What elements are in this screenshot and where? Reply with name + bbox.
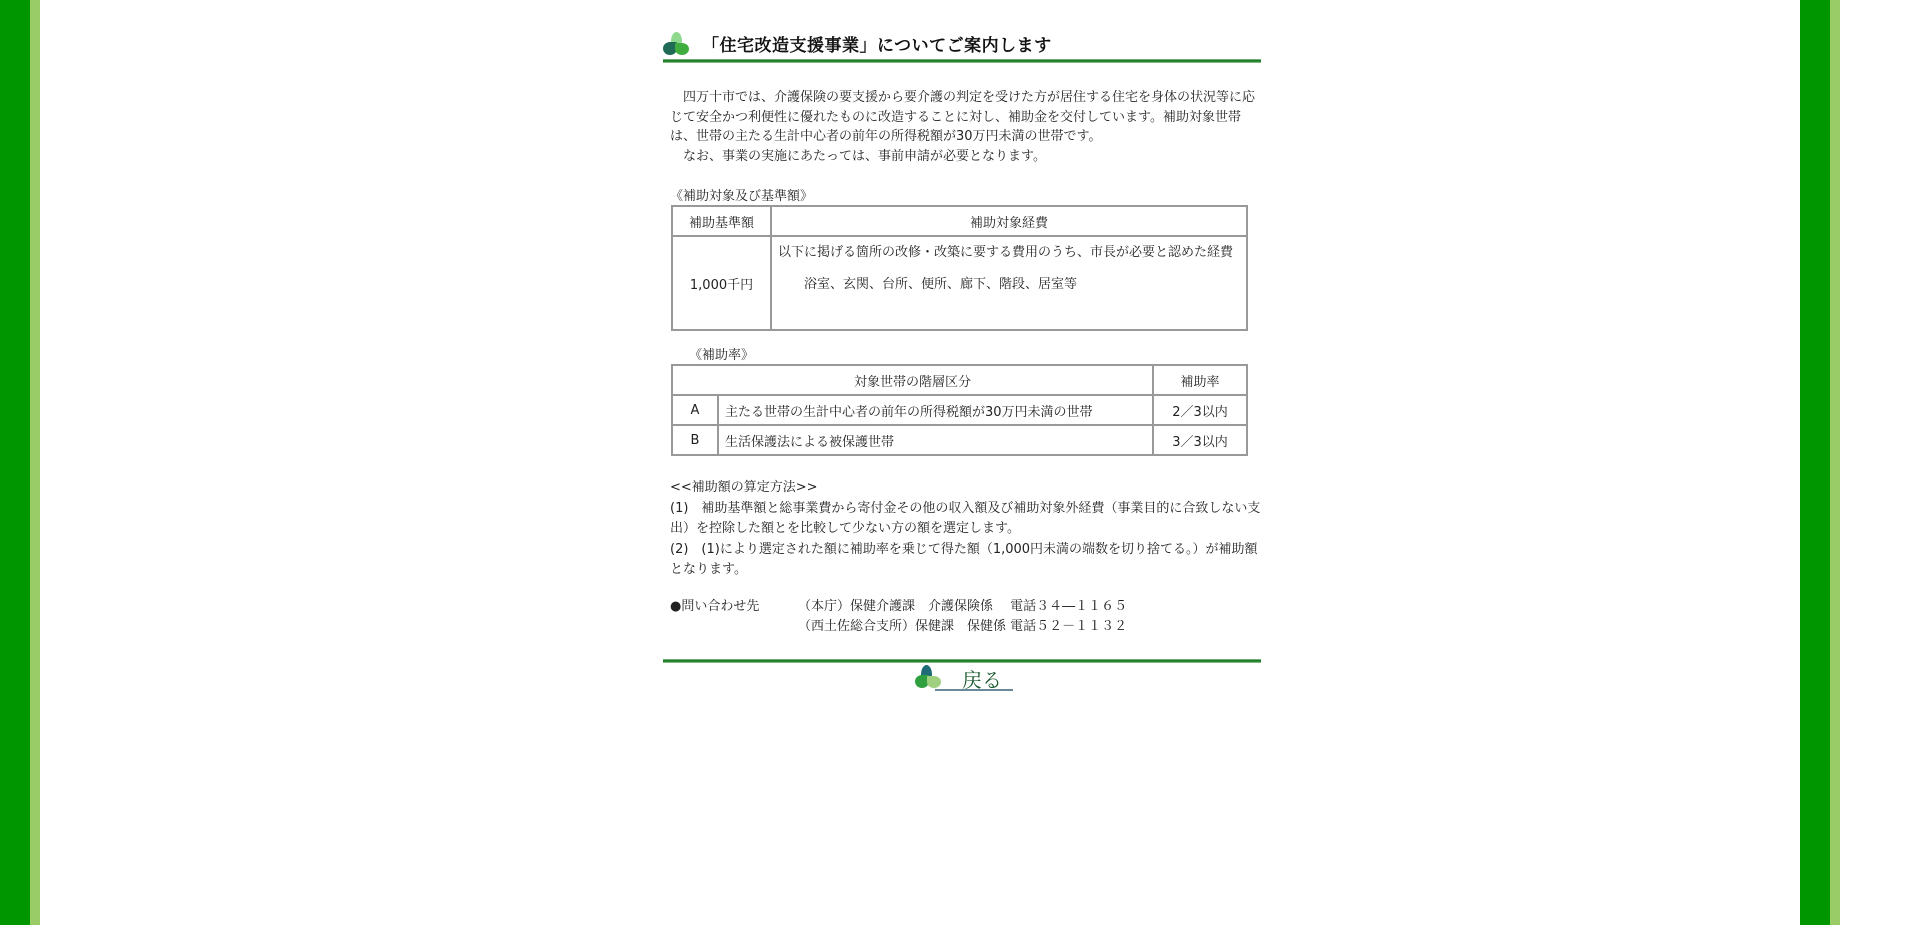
- contact-label: ●問い合わせ先: [670, 599, 760, 614]
- left-border-dark: [0, 0, 30, 925]
- header-expenses: 補助対象経費: [771, 206, 1247, 236]
- header-divider: [663, 59, 1261, 63]
- table-header-row: [672, 365, 1247, 395]
- contact-main-office: （本庁）保健介護課 介護保険係 電話３４―１１６５: [798, 599, 1128, 614]
- row-description: 主たる世帯の生計中心者の前年の所得税額が30万円未満の世帯: [718, 395, 1153, 425]
- contact-row: [670, 597, 1127, 617]
- standard-section-label: 《補助対象及び基準額》: [670, 189, 814, 204]
- amount-cell: 1,000千円: [672, 236, 771, 330]
- page-title: 「住宅改造支援事業」についてご案内します: [702, 36, 1052, 56]
- row-rate: 3／3以内: [1153, 425, 1247, 455]
- footer-divider: [663, 659, 1261, 663]
- right-border-dark: [1800, 0, 1830, 925]
- contact-branch-office: （西土佐総合支所）保健課 保健係 電話５２－１１３２: [798, 619, 1128, 634]
- expenses-description: 以下に掲げる箇所の改修・改築に要する費用のうち、市長が必要と認めた経費: [778, 245, 1234, 260]
- table-row: [672, 395, 1247, 425]
- row-rate: 2／3以内: [1153, 395, 1247, 425]
- contact-row: [670, 617, 1127, 637]
- rate-section-label: 《補助率》: [689, 348, 755, 363]
- intro-paragraph-1: 四万十市では、介護保険の要支援から要介護の判定を受けた方が居住する住宅を身体の状況等に応じて安全かつ利便性に優れたものに改造することに対し、補助金を交付しています。補助対象世帯は、世帯の主たる生計中心者の前年の所得税額が30万円未満の世帯です。: [670, 90, 1256, 144]
- row-class: B: [672, 425, 718, 455]
- calculation-step-1: (1) 補助基準額と総事業費から寄付金その他の収入額及び補助対象外経費（事業目的に合致しない支出）を控除した額とを比較して少ない方の額を選定します。: [670, 500, 1261, 536]
- header-rate: 補助率: [1153, 365, 1247, 395]
- contact-info: [670, 597, 1127, 637]
- leaf-logo-icon: [663, 32, 689, 58]
- standard-amount-table: [671, 205, 1248, 331]
- page-header: [660, 30, 1265, 58]
- subsidy-rate-table: [671, 364, 1248, 456]
- intro-text: [670, 88, 1265, 166]
- leaf-back-icon: [915, 665, 941, 691]
- back-label: 戻る: [962, 668, 1002, 692]
- row-class: A: [672, 395, 718, 425]
- expenses-items: 浴室、玄関、台所、便所、廊下、階段、居室等: [804, 276, 1078, 292]
- left-border-light: [30, 0, 40, 925]
- intro-paragraph-2: なお、事業の実施にあたっては、事前申請が必要となります。: [683, 148, 1046, 164]
- header-amount: 補助基準額: [672, 206, 771, 236]
- right-border-light: [1830, 0, 1840, 925]
- row-description: 生活保護法による被保護世帯: [718, 425, 1153, 455]
- calculation-step-2: (2) (1)により選定された額に補助率を乗じて得た額（1,000円未満の端数を切り捨てる。）が補助額となります。: [670, 541, 1258, 577]
- table-row: [672, 425, 1247, 455]
- calculation-heading: <<補助額の算定方法>>: [670, 480, 818, 495]
- calculation-method: [670, 478, 1265, 581]
- table-row: [672, 236, 1247, 330]
- expenses-cell: [771, 236, 1247, 330]
- header-class: 対象世帯の階層区分: [672, 365, 1153, 395]
- table-header-row: [672, 206, 1247, 236]
- back-button[interactable]: [915, 664, 1015, 692]
